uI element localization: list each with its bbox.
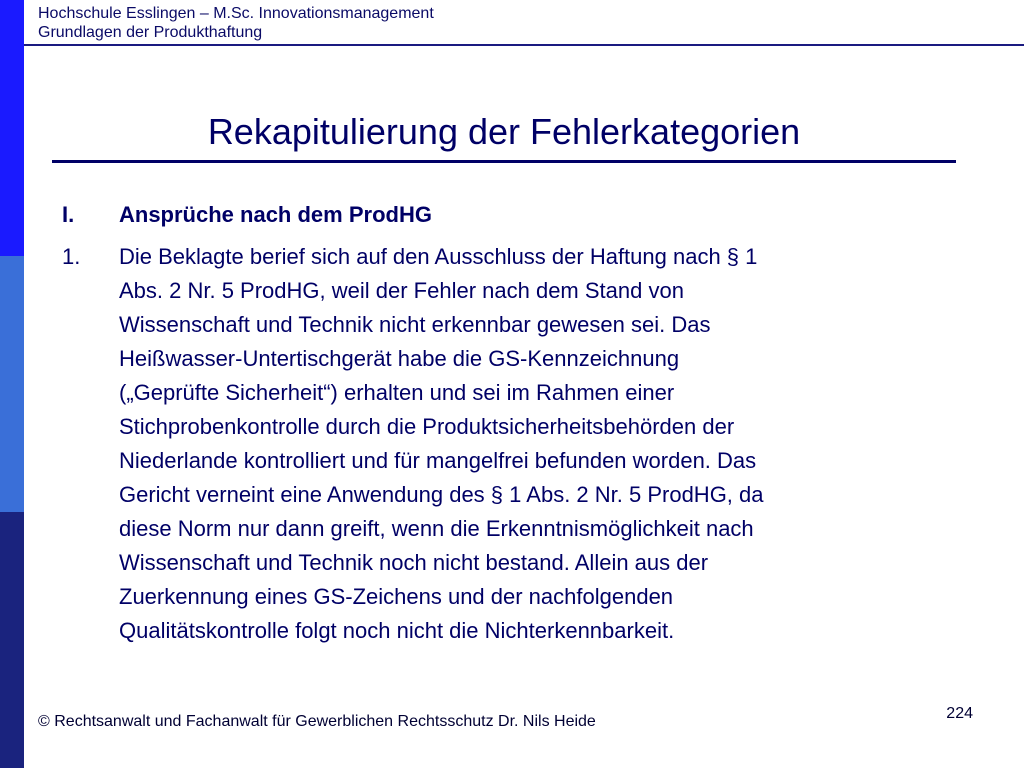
- header-institution: Hochschule Esslingen – M.Sc. Innovationsmanagement: [38, 5, 434, 22]
- header-divider: [24, 44, 1024, 46]
- section-label: Ansprüche nach dem ProdHG: [119, 202, 432, 227]
- text-line: Die Beklagte berief sich auf den Ausschluss der Haftung nach § 1: [119, 244, 758, 269]
- side-bar-top-segment: [0, 0, 24, 256]
- side-bar-middle-segment: [0, 256, 24, 512]
- text-line: Abs. 2 Nr. 5 ProdHG, weil der Fehler nach dem Stand von: [119, 278, 684, 303]
- side-color-bar: [0, 0, 24, 768]
- slide-header: [38, 4, 434, 42]
- text-line: Niederlande kontrolliert und für mangelfrei befunden worden. Das: [119, 448, 757, 473]
- page-number: 224: [946, 705, 973, 722]
- list-item-number: 1.: [62, 244, 81, 269]
- text-line: („Geprüfte Sicherheit“) erhalten und sei im Rahmen einer: [119, 380, 675, 405]
- text-line: Qualitätskontrolle folgt noch nicht die Nichterkennbarkeit.: [119, 618, 675, 643]
- header-course: Grundlagen der Produkthaftung: [38, 24, 263, 41]
- text-line: Wissenschaft und Technik nicht erkennbar gewesen sei. Das: [119, 312, 711, 337]
- text-line: Stichprobenkontrolle durch die Produktsicherheitsbehörden der: [119, 414, 735, 439]
- text-line: Wissenschaft und Technik noch nicht bestand. Allein aus der: [119, 550, 709, 575]
- text-line: Heißwasser-Untertischgerät habe die GS-Kennzeichnung: [119, 346, 680, 371]
- list-item-text: [119, 240, 949, 648]
- slide-footer: © Rechtsanwalt und Fachanwalt für Gewerblichen Rechtsschutz Dr. Nils Heide: [38, 713, 596, 730]
- slide-title: Rekapitulierung der Fehlerkategorien: [207, 111, 801, 152]
- text-line: diese Norm nur dann greift, wenn die Erkenntnismöglichkeit nach: [119, 516, 754, 541]
- side-bar-bottom-segment: [0, 512, 24, 768]
- text-line: Zuerkennung eines GS-Zeichens und der nachfolgenden: [119, 584, 674, 609]
- section-number: I.: [62, 202, 75, 227]
- text-line: Gericht verneint eine Anwendung des § 1 Abs. 2 Nr. 5 ProdHG, da: [119, 482, 764, 507]
- title-underline: [52, 160, 956, 163]
